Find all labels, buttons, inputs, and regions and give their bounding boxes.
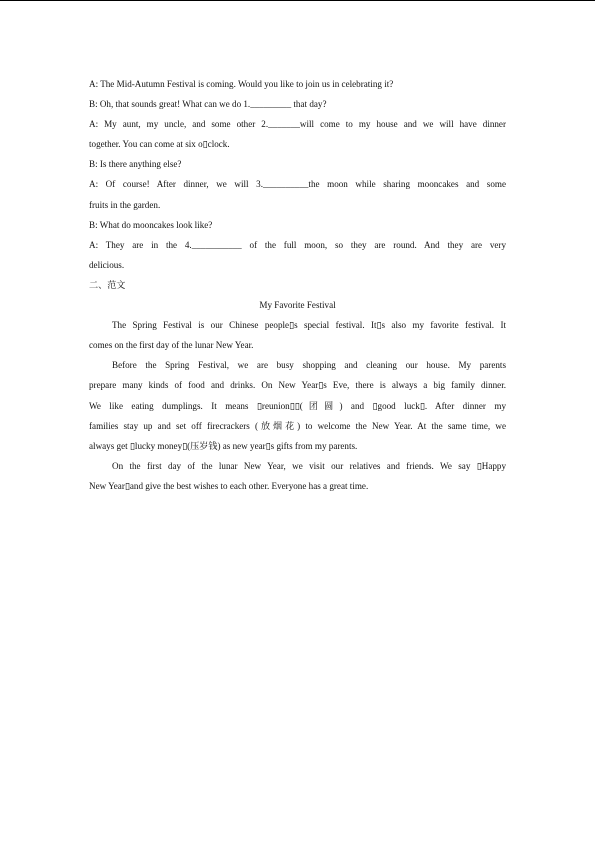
essay-line: families stay up and set off firecrackers (放烟花) to welcome the New Year. At the same time, we [89, 420, 506, 431]
dialogue-line: A: My aunt, my uncle, and some other 2._______will come to my house and we will have dinner [89, 119, 506, 130]
essay-line: always get ▯lucky money▯(压岁钱) as new year▯s gifts from my parents. [89, 440, 358, 451]
dialogue-line: A: The Mid-Autumn Festival is coming. Would you like to join us in celebrating it? [89, 79, 394, 89]
essay-line: We like eating dumplings. It means ▯reunion▯▯(团圆) and ▯good luck▯. After dinner my [89, 400, 506, 411]
dialogue-line: A: They are in the 4.___________ of the full moon, so they are round. And they are very [89, 239, 506, 250]
essay-line: New Year▯and give the best wishes to each other. Everyone has a great time. [89, 480, 369, 491]
essay-title: My Favorite Festival [259, 300, 336, 311]
document-body [89, 74, 506, 496]
dialogue-line: delicious. [89, 259, 125, 270]
essay-line: The Spring Festival is our Chinese people▯s special festival. It▯s also my favorite festival. It [112, 320, 506, 331]
essay-line: On the first day of the lunar New Year, we visit our relatives and friends. We say ▯Happy [112, 460, 506, 471]
dialogue-line: B: Is there anything else? [89, 159, 182, 170]
essay-line: comes on the first day of the lunar New Year. [89, 340, 254, 351]
dialogue-section [89, 74, 506, 275]
dialogue-line: A: Of course! After dinner, we will 3.__________the moon while sharing mooncakes and some [89, 179, 506, 190]
section-heading: 二、范文 [89, 279, 126, 290]
essay-line: prepare many kinds of food and drinks. On New Year▯s Eve, there is always a big family dinner. [89, 380, 506, 391]
essay-line: Before the Spring Festival, we are busy shopping and cleaning our house. My parents [112, 360, 506, 371]
dialogue-line: fruits in the garden. [89, 199, 161, 210]
essay-body [89, 315, 506, 496]
page-top-rule [0, 0, 595, 1]
dialogue-line: B: Oh, that sounds great! What can we do 1._________ that day? [89, 99, 327, 110]
dialogue-line: B: What do mooncakes look like? [89, 219, 213, 230]
dialogue-line: together. You can come at six o▯clock. [89, 139, 230, 150]
